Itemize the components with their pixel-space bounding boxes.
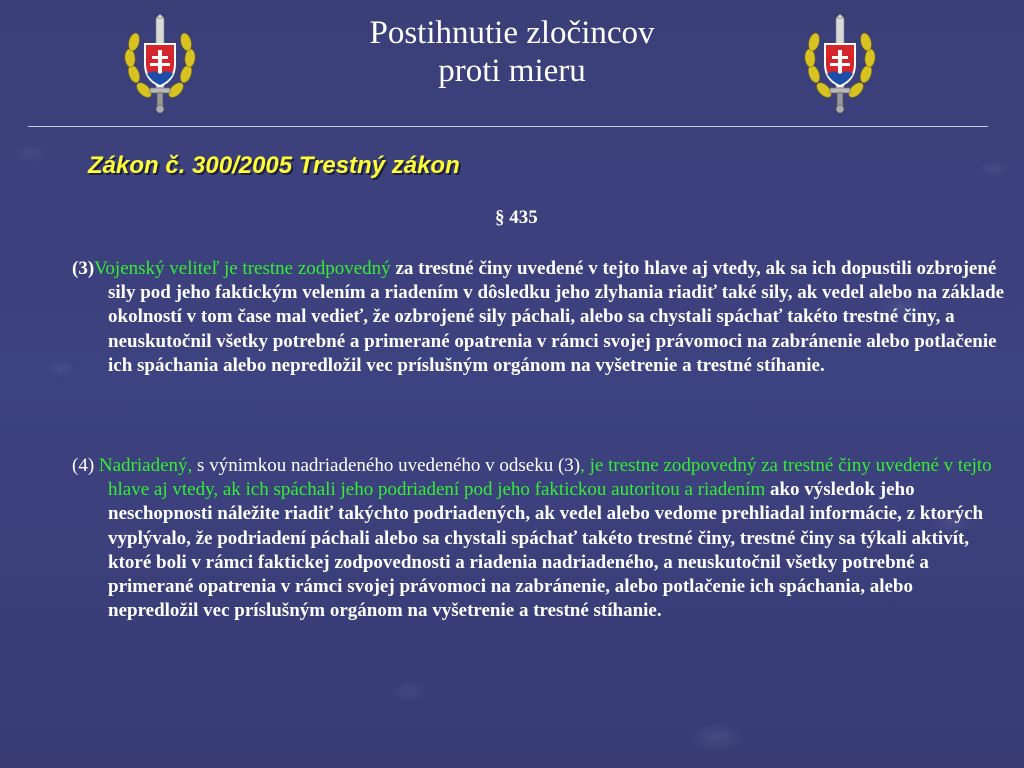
paragraph-4-number: (4) [72, 455, 99, 476]
slide-title-line-1: Postihnutie zločincov [369, 15, 655, 51]
paragraph-3 [72, 257, 1008, 378]
paragraph-3-number: (3) [72, 258, 95, 279]
title-divider [28, 126, 988, 127]
paragraph-4-text-2: ako výsledok jeho neschopnosti náležite riadiť takýchto podriadených, ak vedel alebo vedome prehliadal informácie, z ktorých vyplývalo, že podriadení páchali alebo sa chystali spáchať takéto trestné činy, trestné činy sa týkali aktivít, ktoré boli v rámci faktickej zodpovednosti a riadenia nadriadeného, a neuskutočnil všetky potrebné a primerané opatrenia v rámci svojej právomoci na zabránenie, alebo potlačenie ich spáchania, alebo nepredložil vec príslušným orgánom na vyšetrenie a trestné stíhanie. [108, 479, 984, 622]
paragraph-4-text-1: s výnimkou nadriadeného uvedeného v odseku (3) [192, 455, 581, 476]
slovak-army-emblem-icon [120, 14, 200, 114]
paragraph-3-highlight: Vojenský veliteľ je trestne zodpovedný [94, 258, 391, 279]
slide-title [280, 14, 744, 90]
paragraph-4-highlight-2: , je trestne zodpovedný za trestné činy uvedené v tejto hlave aj vtedy, ak ich spáchali jeho podriadení pod jeho faktickou autoritou a riadením [108, 455, 992, 501]
law-heading: Zákon č. 300/2005 Trestný zákon [88, 152, 460, 179]
paragraph-3-text: za trestné činy uvedené v tejto hlave aj vtedy, ak sa ich dopustili ozbrojené sily pod jeho faktickým velením a riadením v dôsledku jeho zlyhania riadiť také sily, ak vedel alebo na základe okolností v tom čase mal vedieť, že ozbrojené sily páchali, alebo sa chystali spáchať takéto trestné činy, a neuskutočnil všetky potrebné a primerané opatrenia v rámci svojej právomoci na zabránenie alebo potlačenie ich spáchania alebo nepredložil vec príslušným orgánom na vyšetrenie a trestné stíhanie. [108, 258, 1005, 376]
slide-title-line-2: proti mieru [438, 53, 586, 89]
section-number: § 435 [495, 207, 538, 228]
slovak-army-emblem-icon [800, 14, 880, 114]
paragraph-4 [72, 454, 1008, 623]
paragraph-4-highlight-1: Nadriadený, [98, 455, 193, 476]
